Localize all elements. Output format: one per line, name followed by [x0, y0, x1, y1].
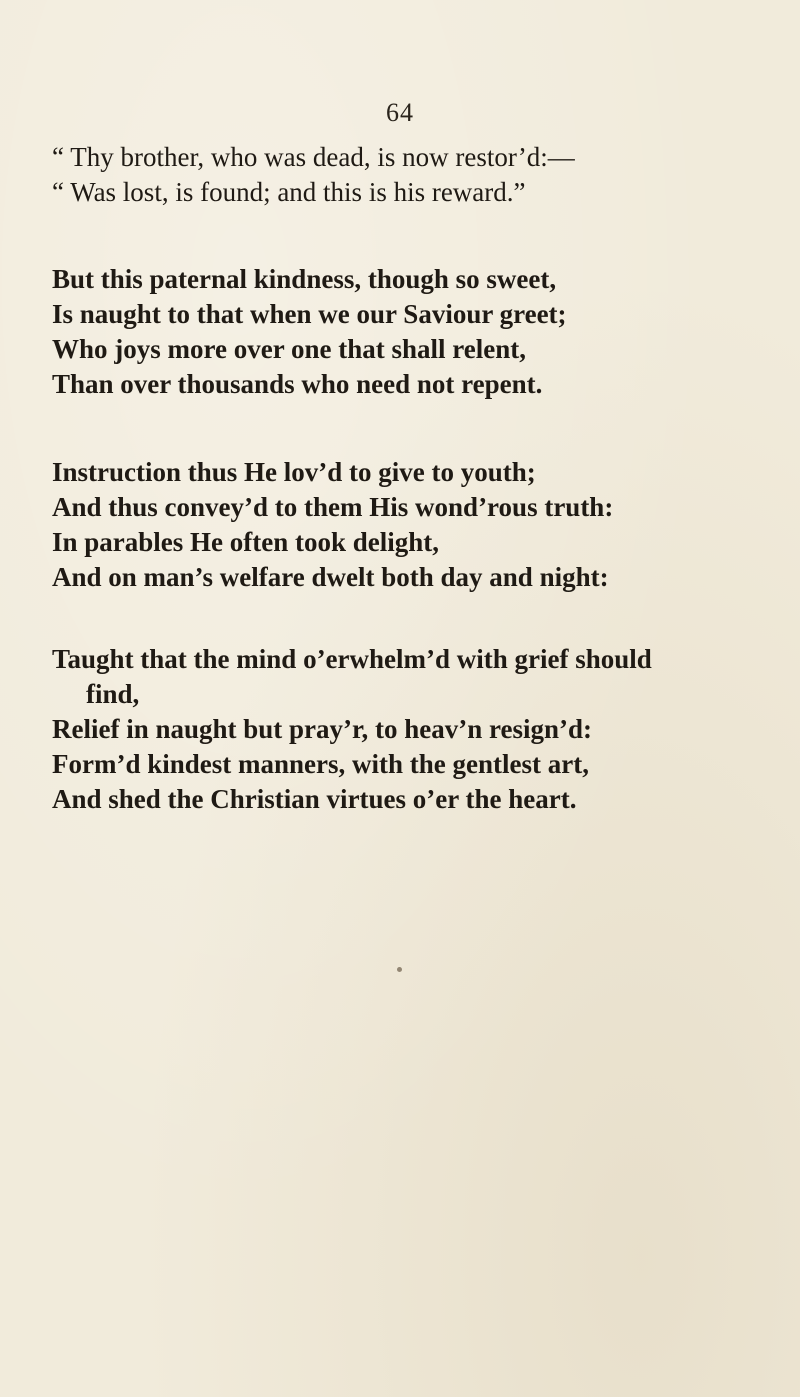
poem-line: And shed the Christian virtues o’er the heart.	[52, 784, 577, 814]
poem-line: Instruction thus He lov’d to give to youth;	[52, 457, 536, 487]
stanza-1	[52, 140, 772, 210]
page-number: 64	[386, 98, 414, 127]
stanza-2	[52, 262, 772, 402]
poem-line: In parables He often took delight,	[52, 527, 440, 557]
poem-line: “ Thy brother, who was dead, is now restor’d:—	[52, 142, 575, 172]
poem-line: And thus convey’d to them His wond’rous truth:	[52, 492, 614, 522]
poem-line: “ Was lost, is found; and this is his reward.”	[52, 177, 526, 207]
poem-line: find,	[86, 679, 140, 709]
stanza-4	[52, 642, 772, 817]
poem-line: But this paternal kindness, though so sweet,	[52, 264, 557, 294]
poem-line: And on man’s welfare dwelt both day and night:	[52, 562, 609, 592]
paper-speck	[397, 967, 402, 972]
stanza-3	[52, 455, 772, 595]
poem-line: Than over thousands who need not repent.	[52, 369, 543, 399]
poem-line: Is naught to that when we our Saviour greet;	[52, 299, 567, 329]
poem-line: Relief in naught but pray’r, to heav’n resign’d:	[52, 714, 593, 744]
poem-line: Form’d kindest manners, with the gentlest art,	[52, 749, 589, 779]
poem-line: Who joys more over one that shall relent,	[52, 334, 526, 364]
poem-line: Taught that the mind o’erwhelm’d with grief should	[52, 644, 652, 674]
